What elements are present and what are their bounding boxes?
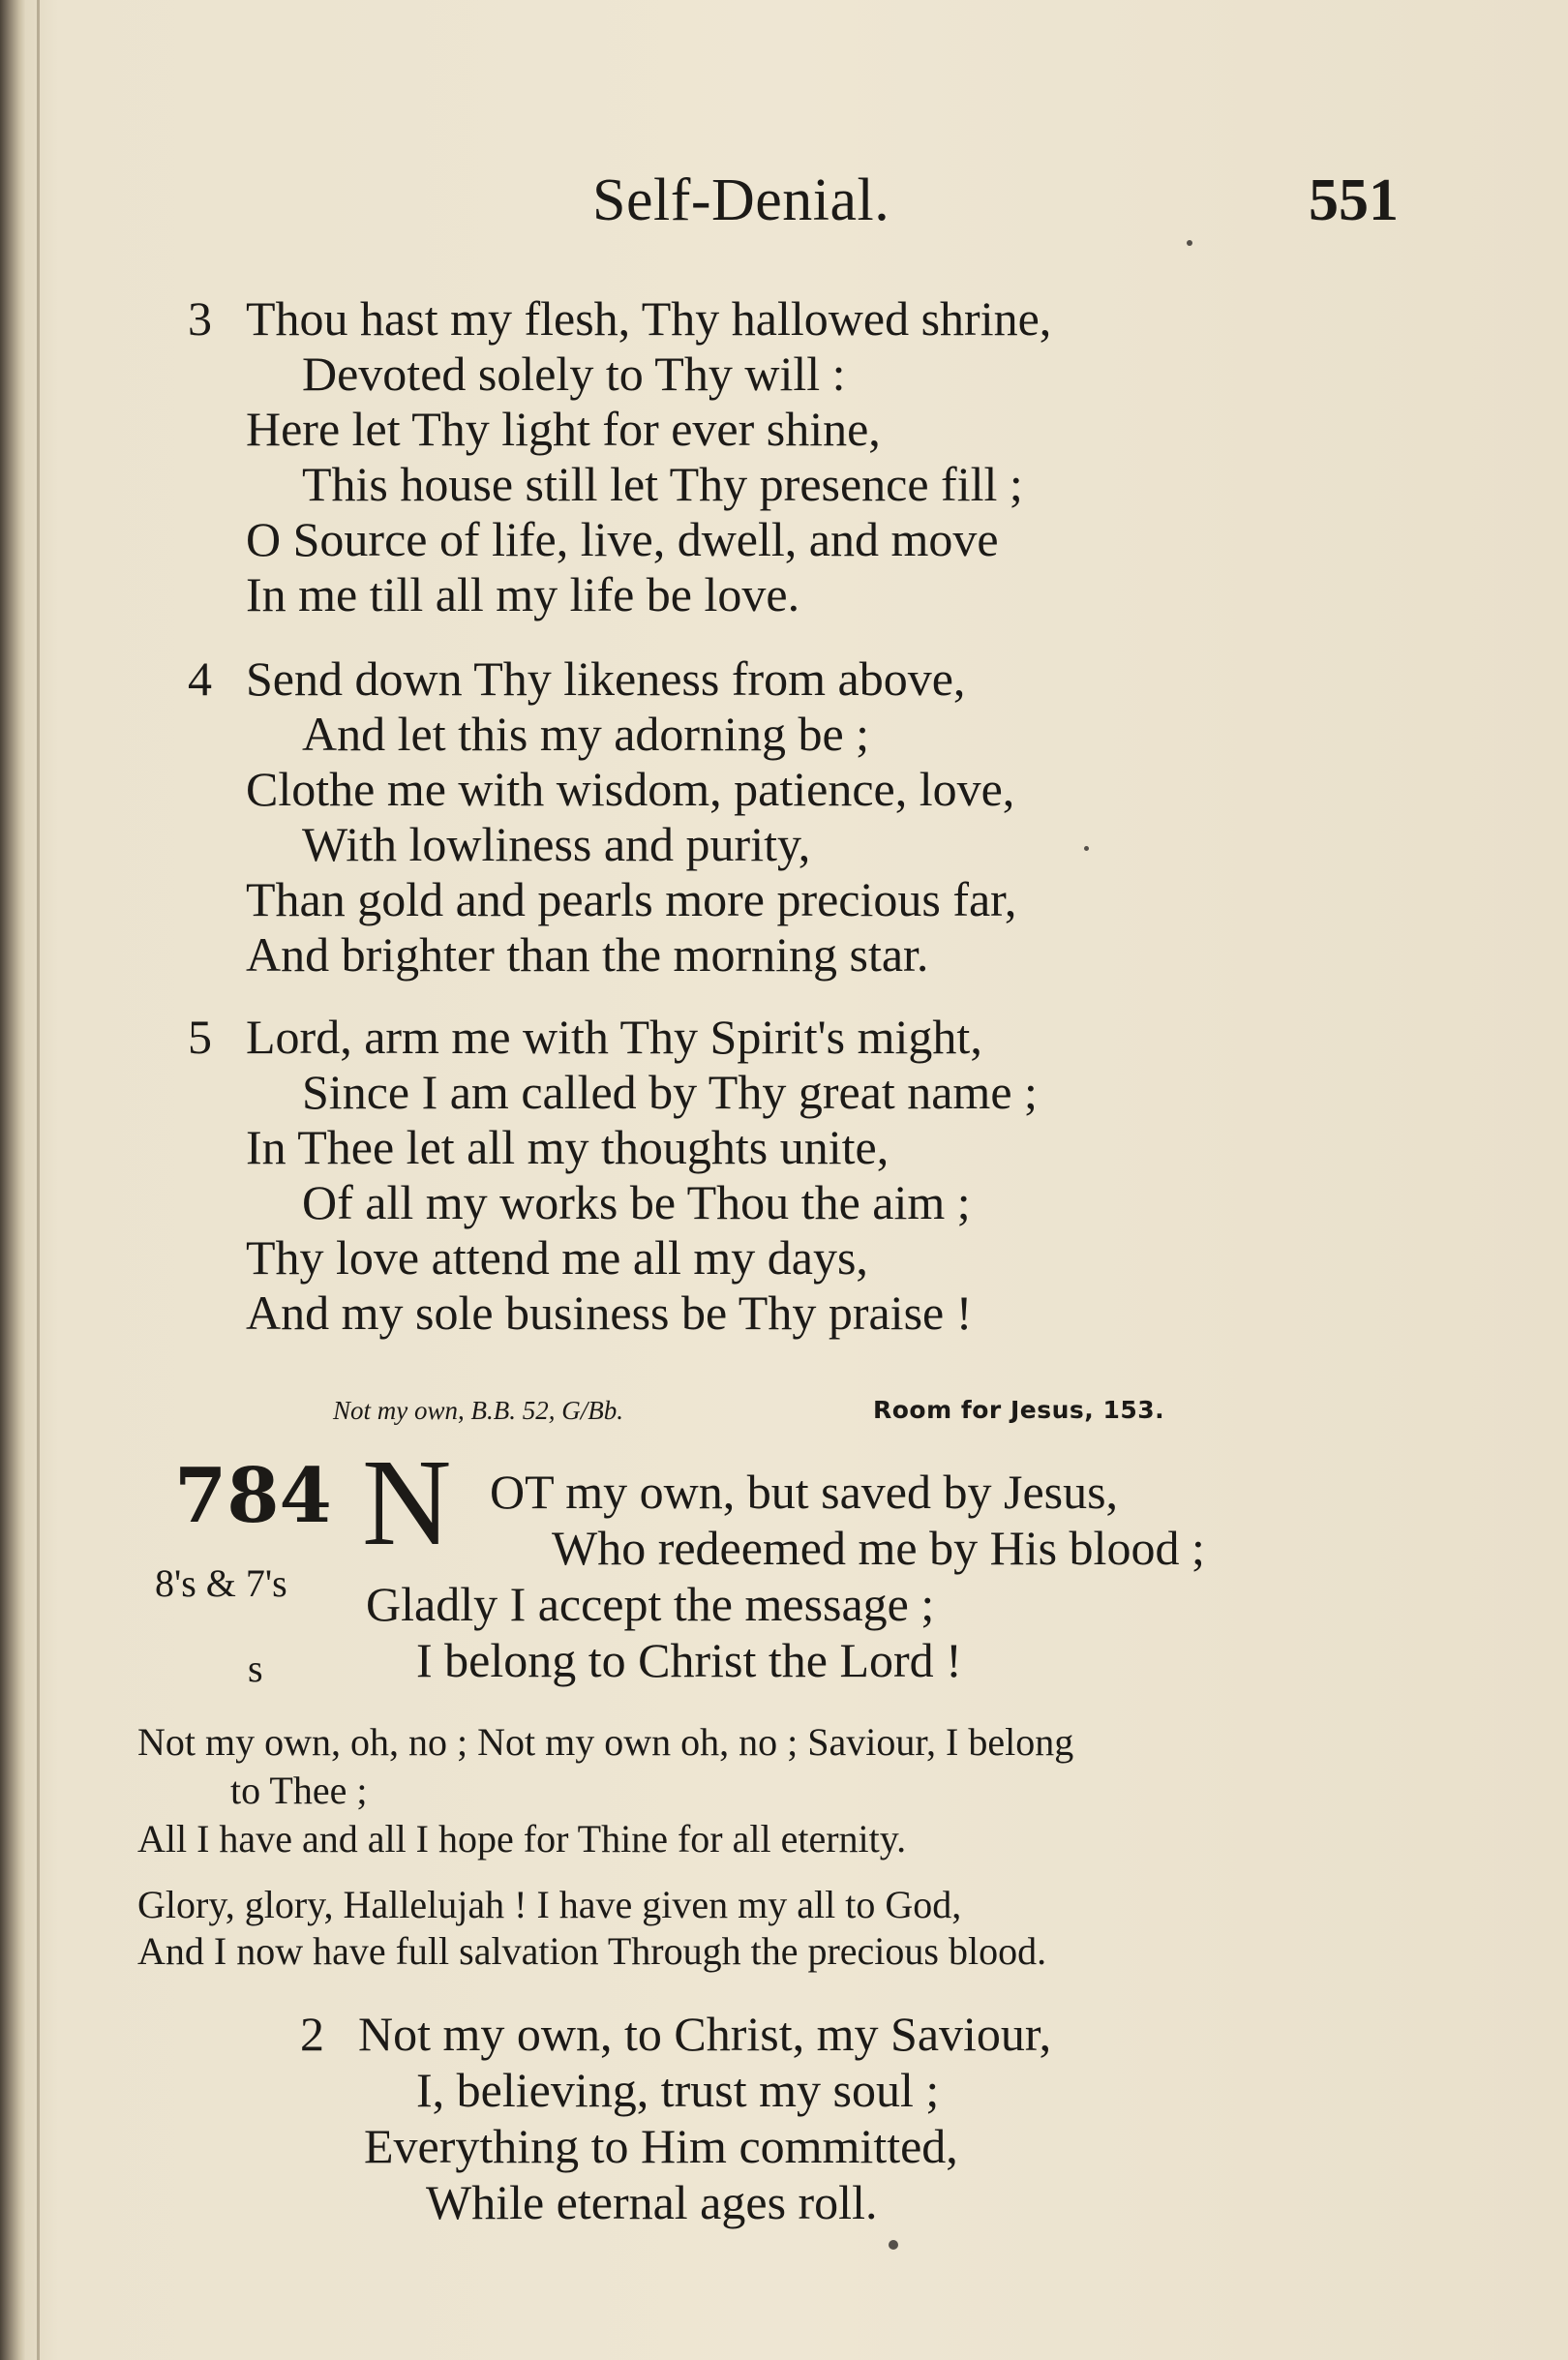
verse-line: I, believing, trust my soul ;: [416, 2063, 940, 2117]
verse-line: And my sole business be Thy praise !: [246, 1286, 973, 1340]
verse-line: Of all my works be Thou the aim ;: [302, 1175, 971, 1229]
refrain-line: And I now have full salvation Through the precious blood.: [137, 1929, 1047, 1973]
chorus-line: to Thee ;: [230, 1769, 368, 1812]
verse-line: And brighter than the morning star.: [246, 927, 929, 982]
hymn-line: Gladly I accept the message ;: [366, 1577, 935, 1631]
verse-line: Thy love attend me all my days,: [246, 1230, 868, 1285]
verse-number: 5: [188, 1010, 212, 1064]
chorus-line: Not my own, oh, no ; Not my own oh, no ; Saviour, I belong: [137, 1720, 1074, 1764]
paper-speck: [889, 2240, 898, 2250]
verse-line: Lord, arm me with Thy Spirit's might,: [246, 1010, 982, 1064]
verse-line: Devoted solely to Thy will :: [302, 347, 846, 401]
hymn-line: I belong to Christ the Lord !: [416, 1633, 962, 1687]
paper-speck: [1187, 240, 1192, 246]
dynamic-marking: s: [248, 1647, 263, 1690]
drop-cap: N: [362, 1434, 452, 1571]
paper-speck: [1084, 846, 1089, 851]
verse-line: And let this my adorning be ;: [302, 707, 870, 761]
verse-line: Thou hast my flesh, Thy hallowed shrine,: [246, 291, 1052, 346]
page-edge-line: [37, 0, 40, 2360]
alternate-tune: Room for Jesus, 153.: [873, 1396, 1165, 1424]
refrain-line: Glory, glory, Hallelujah ! I have given my all to God,: [137, 1883, 962, 1926]
verse-line: Clothe me with wisdom, patience, love,: [246, 762, 1015, 816]
hymn-number: 784: [174, 1452, 332, 1540]
verse-line: In Thee let all my thoughts unite,: [246, 1120, 890, 1174]
page-title: Self-Denial.: [592, 167, 890, 233]
verse-line: Here let Thy light for ever shine,: [246, 402, 881, 456]
hymn-line: OT my own, but saved by Jesus,: [490, 1465, 1119, 1519]
chorus-line: All I have and all I hope for Thine for all eternity.: [137, 1817, 907, 1861]
verse-line: With lowliness and purity,: [302, 817, 811, 871]
verse-number: 3: [188, 291, 212, 346]
verse-number: 2: [300, 2007, 324, 2061]
verse-line: Everything to Him committed,: [364, 2119, 958, 2173]
verse-line: Since I am called by Thy great name ;: [302, 1065, 1038, 1119]
hymn-meter: 8's & 7's: [155, 1561, 287, 1605]
verse-line: Send down Thy likeness from above,: [246, 651, 966, 706]
verse-line: Not my own, to Christ, my Saviour,: [358, 2007, 1052, 2061]
verse-line: In me till all my life be love.: [246, 567, 800, 621]
page-number: 551: [1309, 167, 1399, 233]
verse-line: While eternal ages roll.: [426, 2175, 878, 2229]
book-spine-shadow: [0, 0, 25, 2360]
verse-number: 4: [188, 651, 212, 706]
verse-line: O Source of life, live, dwell, and move: [246, 512, 999, 566]
verse-line: This house still let Thy presence fill ;: [302, 457, 1023, 511]
verse-line: Than gold and pearls more precious far,: [246, 872, 1017, 926]
hymn-line: Who redeemed me by His blood ;: [552, 1521, 1205, 1575]
tune-reference: Not my own, B.B. 52, G/Bb.: [333, 1396, 623, 1425]
